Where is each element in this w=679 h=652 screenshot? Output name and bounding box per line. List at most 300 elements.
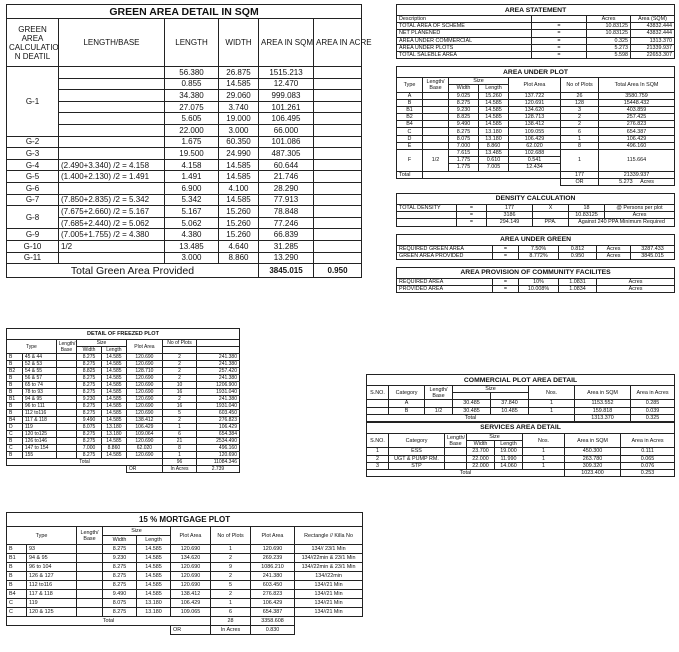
freezed-cell: 603.450 xyxy=(196,410,239,417)
services-header-size: Size xyxy=(467,433,523,440)
mortgage-cell: 6 xyxy=(211,608,251,617)
density-area-unit: Acres xyxy=(605,212,675,219)
green-area-row xyxy=(7,148,362,160)
plot-cell: E xyxy=(397,142,423,149)
freezed-row xyxy=(7,368,240,375)
plot-total-plots: 177 xyxy=(561,171,599,178)
freezed-cell: 65 to 74 xyxy=(22,382,56,389)
services-total-label: Total xyxy=(367,469,565,476)
freezed-cell: 14.585 xyxy=(101,389,126,396)
green-area-cell: 14.585 xyxy=(219,159,259,171)
commercial-header-nos: Nos. xyxy=(529,386,575,400)
freezed-cell: 120.690 xyxy=(126,452,162,459)
green-area-row xyxy=(7,113,362,125)
green-area-cell: 28.290 xyxy=(259,182,314,194)
community-row xyxy=(397,278,675,285)
freezed-cell: 117 & 118 xyxy=(22,417,56,424)
green-area-cell: 14.585 xyxy=(219,78,259,90)
freezed-cell: 2 xyxy=(163,396,197,403)
mortgage-cell: 120.690 xyxy=(171,581,211,590)
green-area-table xyxy=(6,4,372,278)
statement-cell: 10.83125 xyxy=(587,23,631,30)
freezed-cell: 241.380 xyxy=(196,396,239,403)
freezed-cell: 8.275 xyxy=(77,361,102,368)
freezed-cell: 138.412 xyxy=(126,417,162,424)
freezed-cell xyxy=(56,445,76,452)
plot-cell: 8.825 xyxy=(449,114,479,121)
green-area-row xyxy=(7,171,362,183)
services-header-category: Category xyxy=(389,433,445,447)
freezed-cell xyxy=(56,438,76,445)
plot-cell: 15.260 xyxy=(479,92,509,99)
freezed-cell: C xyxy=(7,431,23,438)
freezed-row xyxy=(7,452,240,459)
mortgage-cell: 241.380 xyxy=(251,572,295,581)
mortgage-cell xyxy=(77,563,103,572)
mortgage-header-total-area: Plot Area xyxy=(251,527,295,545)
freezed-cell: 8.825 xyxy=(77,368,102,375)
mortgage-cell: 112 to116 xyxy=(27,581,77,590)
mortgage-cell: 119 xyxy=(27,599,77,608)
mortgage-cell: C xyxy=(7,608,27,617)
freezed-header-size: Size xyxy=(77,340,127,347)
plot-f-cell: 7.005 xyxy=(479,164,509,171)
services-table xyxy=(366,422,675,477)
green-req-cell: GREEN AREA PROVIDED xyxy=(397,252,493,259)
freezed-row xyxy=(7,396,240,403)
plot-cell: 120.691 xyxy=(509,99,561,106)
freezed-cell xyxy=(56,410,76,417)
freezed-cell: 2534.490 xyxy=(196,438,239,445)
freezed-cell: 1 xyxy=(163,424,197,431)
services-cell: 22.000 xyxy=(467,455,495,462)
mortgage-cell: 8.075 xyxy=(103,599,137,608)
green-total-label: Total Green Area Provided xyxy=(7,264,259,278)
freezed-cell xyxy=(56,403,76,410)
services-header-sqm: Area in SQM xyxy=(565,433,621,447)
green-area-row xyxy=(7,217,362,229)
plot-cell: B4 xyxy=(397,121,423,128)
plot-cell xyxy=(423,142,449,149)
green-area-cell xyxy=(314,148,362,160)
right-column xyxy=(396,4,674,293)
plot-f-cell: 0.610 xyxy=(479,157,509,164)
green-area-cell: 1.491 xyxy=(165,171,219,183)
services-cell: 2 xyxy=(367,455,389,462)
mortgage-header-type: Type xyxy=(7,527,77,545)
freezed-cell: B1 xyxy=(7,396,23,403)
green-area-cell xyxy=(314,90,362,102)
mortgage-cell: 2 xyxy=(211,554,251,563)
green-area-title: GREEN AREA DETAIL IN SQM xyxy=(7,5,362,19)
freezed-cell: 8.075 xyxy=(77,424,102,431)
plot-cell xyxy=(423,106,449,113)
mortgage-cell: 14.585 xyxy=(137,572,171,581)
green-area-cell: 999.083 xyxy=(259,90,314,102)
mortgage-cell xyxy=(77,545,103,554)
freezed-acres-label: In Acres xyxy=(163,466,197,473)
freezed-cell: 120 to125 xyxy=(22,431,56,438)
mortgage-title: 15 % MORTGAGE PLOT xyxy=(7,513,363,527)
freezed-total-label: Total xyxy=(7,459,163,466)
statement-row xyxy=(397,51,675,58)
density-x: X xyxy=(533,204,569,211)
freezed-cell xyxy=(56,368,76,375)
freezed-row xyxy=(7,417,240,424)
commercial-cell: 159.818 xyxy=(575,407,631,414)
freezed-cell: B xyxy=(7,361,23,368)
mortgage-cell: 134//22min xyxy=(295,572,363,581)
freezed-cell: 120.690 xyxy=(126,354,162,361)
statement-header-acres: Acres xyxy=(587,16,631,23)
green-area-cell xyxy=(59,252,165,264)
commercial-header-acres: Area in Acres xyxy=(631,386,675,400)
plot-or: OR xyxy=(561,178,599,185)
green-area-cell: (7.675+2.660) /2 = 5.167 xyxy=(59,206,165,218)
services-cell: 309.320 xyxy=(565,462,621,469)
plot-title: AREA UNDER PLOT xyxy=(397,67,675,78)
services-header-length-base: Length/ Base xyxy=(445,433,467,447)
services-cell: ESS xyxy=(389,448,445,455)
green-area-cell: 6.900 xyxy=(165,182,219,194)
mortgage-total-area: 3358.608 xyxy=(251,617,295,626)
plot-cell: 14.585 xyxy=(479,121,509,128)
community-table xyxy=(396,267,675,293)
services-cell: UGT & PUMP RM. xyxy=(389,455,445,462)
mortgage-row xyxy=(7,554,363,563)
green-area-cell: G-10 xyxy=(7,240,59,252)
community-cell: Acres xyxy=(597,286,675,293)
services-cell: 22.000 xyxy=(467,462,495,469)
green-area-cell: 1515.213 xyxy=(259,67,314,79)
green-area-cell xyxy=(59,67,165,79)
green-area-cell: 34.380 xyxy=(165,90,219,102)
freezed-cell: 257.420 xyxy=(196,368,239,375)
freezed-cell: 6 xyxy=(163,431,197,438)
green-area-row xyxy=(7,240,362,252)
statement-row xyxy=(397,23,675,30)
commercial-row xyxy=(367,407,675,414)
commercial-cell: A xyxy=(389,400,425,407)
green-requirement-table xyxy=(396,234,675,260)
commercial-cell: 1/2 xyxy=(425,407,453,414)
freezed-cell: 120.690 xyxy=(126,382,162,389)
freezed-or: OR xyxy=(126,466,162,473)
freezed-cell: 13.180 xyxy=(101,424,126,431)
freezed-header-plot-area: Plot Area xyxy=(126,340,162,354)
plot-cell: 14.585 xyxy=(479,99,509,106)
services-cell: 0.076 xyxy=(621,462,675,469)
mortgage-cell: 5 xyxy=(211,581,251,590)
green-area-cell: 15.260 xyxy=(219,206,259,218)
plot-header-width: Width xyxy=(449,85,479,92)
statement-cell: 43832.444 xyxy=(631,30,675,37)
plot-row xyxy=(397,92,675,99)
mortgage-row xyxy=(7,581,363,590)
freezed-header-width: Width xyxy=(77,347,102,354)
green-area-row xyxy=(7,136,362,148)
plot-cell: 6 xyxy=(561,128,599,135)
mortgage-row xyxy=(7,545,363,554)
services-header-acres: Area in Acres xyxy=(621,433,675,447)
freezed-cell: 14.585 xyxy=(101,438,126,445)
statement-row xyxy=(397,44,675,51)
plot-header-type: Type xyxy=(397,78,423,92)
green-area-row xyxy=(7,67,362,79)
freezed-cell: 13.180 xyxy=(101,431,126,438)
mortgage-cell: 96 to 104 xyxy=(27,563,77,572)
freezed-cell: 8.275 xyxy=(77,389,102,396)
green-req-cell: 7.50% xyxy=(519,245,559,252)
mortgage-plot-table xyxy=(6,512,362,635)
mortgage-cell: B xyxy=(7,563,27,572)
freezed-cell: 147 to 154 xyxy=(22,445,56,452)
mortgage-row xyxy=(7,590,363,599)
plot-cell: 8.075 xyxy=(449,135,479,142)
green-area-cell: 0.855 xyxy=(165,78,219,90)
green-req-cell: Acres xyxy=(597,245,631,252)
green-area-cell: 77.246 xyxy=(259,217,314,229)
plot-cell: 9.025 xyxy=(449,92,479,99)
green-area-cell: G-2 xyxy=(7,136,59,148)
services-cell: 0.065 xyxy=(621,455,675,462)
plot-f-cell: 1.775 xyxy=(449,164,479,171)
green-area-cell xyxy=(314,217,362,229)
statement-cell: 10.83125 xyxy=(587,30,631,37)
green-area-cell: G-9 xyxy=(7,229,59,241)
freezed-row xyxy=(7,361,240,368)
plot-cell xyxy=(423,135,449,142)
density-ppa: 294.149 xyxy=(487,219,533,226)
community-cell: = xyxy=(493,278,519,285)
services-cell: 263.780 xyxy=(565,455,621,462)
plot-row xyxy=(397,128,675,135)
density-label: TOTAL DENSITY xyxy=(397,204,457,211)
freezed-cell: D xyxy=(7,424,23,431)
green-area-cell xyxy=(314,229,362,241)
mortgage-cell: 9 xyxy=(211,563,251,572)
freezed-cell: 16 xyxy=(163,403,197,410)
density-population: 3186 xyxy=(487,212,533,219)
plot-cell: 1 xyxy=(561,135,599,142)
services-total-sqm: 1023.400 xyxy=(565,469,621,476)
mortgage-cell: 654.387 xyxy=(251,608,295,617)
commercial-total-sqm: 1313.370 xyxy=(575,414,631,421)
freezed-cell: 1206.900 xyxy=(196,382,239,389)
plot-row xyxy=(397,114,675,121)
services-title: SERVICES AREA DETAIL xyxy=(367,422,675,433)
statement-cell: = xyxy=(532,37,587,44)
community-cell: Acres xyxy=(597,278,675,285)
freezed-title: DETAIL OF FREEZED PLOT xyxy=(7,329,240,340)
freezed-cell: 109.064 xyxy=(126,431,162,438)
services-row xyxy=(367,448,675,455)
plot-cell: 15448.432 xyxy=(599,99,675,106)
mortgage-cell: 2 xyxy=(211,572,251,581)
mortgage-header-width: Width xyxy=(103,536,137,545)
plot-cell: B1 xyxy=(397,106,423,113)
green-area-cell: 5.062 xyxy=(165,217,219,229)
mortgage-cell: 134//21 Min xyxy=(295,608,363,617)
mortgage-cell: B xyxy=(7,545,27,554)
green-area-cell: 3.000 xyxy=(219,124,259,136)
mortgage-cell: 14.585 xyxy=(137,581,171,590)
green-area-cell: (1.400+2.130) /2 = 1.491 xyxy=(59,171,165,183)
density-persons-label: @ Persons per plot xyxy=(605,204,675,211)
green-area-cell: 60.350 xyxy=(219,136,259,148)
mortgage-cell: B xyxy=(7,572,27,581)
mortgage-acres: 0.830 xyxy=(251,626,295,635)
green-area-cell xyxy=(59,78,165,90)
freezed-row xyxy=(7,354,240,361)
freezed-cell xyxy=(56,431,76,438)
services-cell: STP xyxy=(389,462,445,469)
freezed-cell: 56 & 57 xyxy=(22,375,56,382)
freezed-row xyxy=(7,410,240,417)
freezed-cell: 16 xyxy=(163,389,197,396)
mortgage-cell: 134// 23/1 Min xyxy=(295,545,363,554)
mortgage-total-label: Total xyxy=(7,617,211,626)
density-r3-eq: = xyxy=(457,219,487,226)
freezed-cell: 241.380 xyxy=(196,375,239,382)
statement-cell: 5.598 xyxy=(587,51,631,58)
mortgage-cell: 269.239 xyxy=(251,554,295,563)
plot-cell: 257.425 xyxy=(599,114,675,121)
green-area-cell xyxy=(314,124,362,136)
commercial-cell: 0.039 xyxy=(631,407,675,414)
mortgage-acres-label: In Acres xyxy=(211,626,251,635)
green-area-cell: 13.485 xyxy=(165,240,219,252)
plot-row xyxy=(397,106,675,113)
plot-cell xyxy=(423,99,449,106)
freezed-cell: 496.160 xyxy=(196,445,239,452)
freezed-cell: 8.275 xyxy=(77,452,102,459)
services-cell xyxy=(445,462,467,469)
mortgage-header-length: Length xyxy=(137,536,171,545)
statement-cell: 22653.307 xyxy=(631,51,675,58)
freezed-header-length: Length xyxy=(101,347,126,354)
freezed-cell: 8.275 xyxy=(77,410,102,417)
green-area-cell: 26.875 xyxy=(219,67,259,79)
community-cell: PROVIDED AREA xyxy=(397,286,493,293)
freezed-row xyxy=(7,438,240,445)
green-area-cell: 29.060 xyxy=(219,90,259,102)
services-row xyxy=(367,462,675,469)
commercial-cell: 1 xyxy=(529,407,575,414)
mortgage-cell: 1 xyxy=(211,599,251,608)
mortgage-cell: 8.275 xyxy=(103,608,137,617)
plot-cell: 2 xyxy=(561,114,599,121)
green-area-header-length-base: LENGTH/BASE xyxy=(59,19,165,67)
statement-cell: = xyxy=(532,30,587,37)
green-req-cell: 8.772% xyxy=(519,252,559,259)
mortgage-cell: 134//21 Min xyxy=(295,581,363,590)
mortgage-header-no-plots: No of Plots xyxy=(211,527,251,545)
statement-cell: 1313.370 xyxy=(631,37,675,44)
statement-row xyxy=(397,30,675,37)
mortgage-cell: 138.412 xyxy=(171,590,211,599)
statement-cell: = xyxy=(532,51,587,58)
mortgage-cell: 8.275 xyxy=(103,545,137,554)
plot-cell: 403.859 xyxy=(599,106,675,113)
green-area-cell: 487.305 xyxy=(259,148,314,160)
mortgage-cell: 120.690 xyxy=(171,545,211,554)
plot-or-acres: 5.273 xyxy=(619,178,633,185)
mortgage-cell: 14.585 xyxy=(137,545,171,554)
green-area-row xyxy=(7,206,362,218)
freezed-header-type: Type xyxy=(7,340,57,354)
density-plots: 177 xyxy=(487,204,533,211)
plot-header-length-base: Length/ Base xyxy=(423,78,449,92)
green-req-cell: REQUIRED GREEN AREA xyxy=(397,245,493,252)
mortgage-or: OR xyxy=(171,626,211,635)
mortgage-cell xyxy=(77,572,103,581)
green-area-cell xyxy=(314,240,362,252)
freezed-cell: 2 xyxy=(163,368,197,375)
plot-cell: 128 xyxy=(561,99,599,106)
green-area-cell: 15.260 xyxy=(219,229,259,241)
community-cell: 1.0834 xyxy=(559,286,597,293)
services-cell: 23.700 xyxy=(467,448,495,455)
green-area-cell: 31.285 xyxy=(259,240,314,252)
commercial-cell: 37.840 xyxy=(491,400,529,407)
density-title: DENSITY CALCULATION xyxy=(397,193,675,204)
green-area-cell: 4.100 xyxy=(219,182,259,194)
green-area-cell xyxy=(59,182,165,194)
freezed-cell: 120.690 xyxy=(126,389,162,396)
freezed-cell: 2 xyxy=(163,375,197,382)
mortgage-cell: 106.429 xyxy=(251,599,295,608)
green-area-cell: 77.913 xyxy=(259,194,314,206)
green-area-cell: (2.490+3.340) /2 = 4.158 xyxy=(59,159,165,171)
mortgage-cell: 134//22min & 23/1 Min xyxy=(295,563,363,572)
mortgage-header-length-base: Length/ Base xyxy=(77,527,103,545)
green-total-sqm: 3845.015 xyxy=(259,264,314,278)
freezed-cell: 241.380 xyxy=(196,361,239,368)
green-area-cell: G-6 xyxy=(7,182,59,194)
green-area-cell: 78.848 xyxy=(259,206,314,218)
green-area-cell: 101.086 xyxy=(259,136,314,148)
freezed-row xyxy=(7,375,240,382)
green-area-cell: G-5 xyxy=(7,171,59,183)
mortgage-cell: 134//21 Min xyxy=(295,599,363,608)
freezed-row xyxy=(7,445,240,452)
mortgage-cell: 13.180 xyxy=(137,599,171,608)
freezed-cell: 120.690 xyxy=(126,361,162,368)
services-row xyxy=(367,455,675,462)
services-cell xyxy=(445,455,467,462)
mortgage-cell: 1086.210 xyxy=(251,563,295,572)
mortgage-cell xyxy=(77,581,103,590)
plot-cell: 9.230 xyxy=(449,106,479,113)
freezed-cell: 1931.040 xyxy=(196,403,239,410)
green-area-cell xyxy=(59,90,165,102)
plot-header-total: Total Area In SQM xyxy=(599,78,675,92)
green-total-acre: 0.950 xyxy=(314,264,362,278)
freezed-cell: 14.585 xyxy=(101,396,126,403)
mortgage-cell: B4 xyxy=(7,590,27,599)
commercial-cell xyxy=(425,400,453,407)
green-area-header-acre: AREA IN ACRE xyxy=(314,19,362,67)
freezed-cell: B xyxy=(7,452,23,459)
freezed-cell: B xyxy=(7,389,23,396)
statement-cell: 5.273 xyxy=(587,44,631,51)
plot-cell: 276.823 xyxy=(599,121,675,128)
green-area-row xyxy=(7,252,362,264)
freezed-cell xyxy=(56,452,76,459)
commercial-cell: 10.485 xyxy=(491,407,529,414)
mortgage-cell xyxy=(77,590,103,599)
